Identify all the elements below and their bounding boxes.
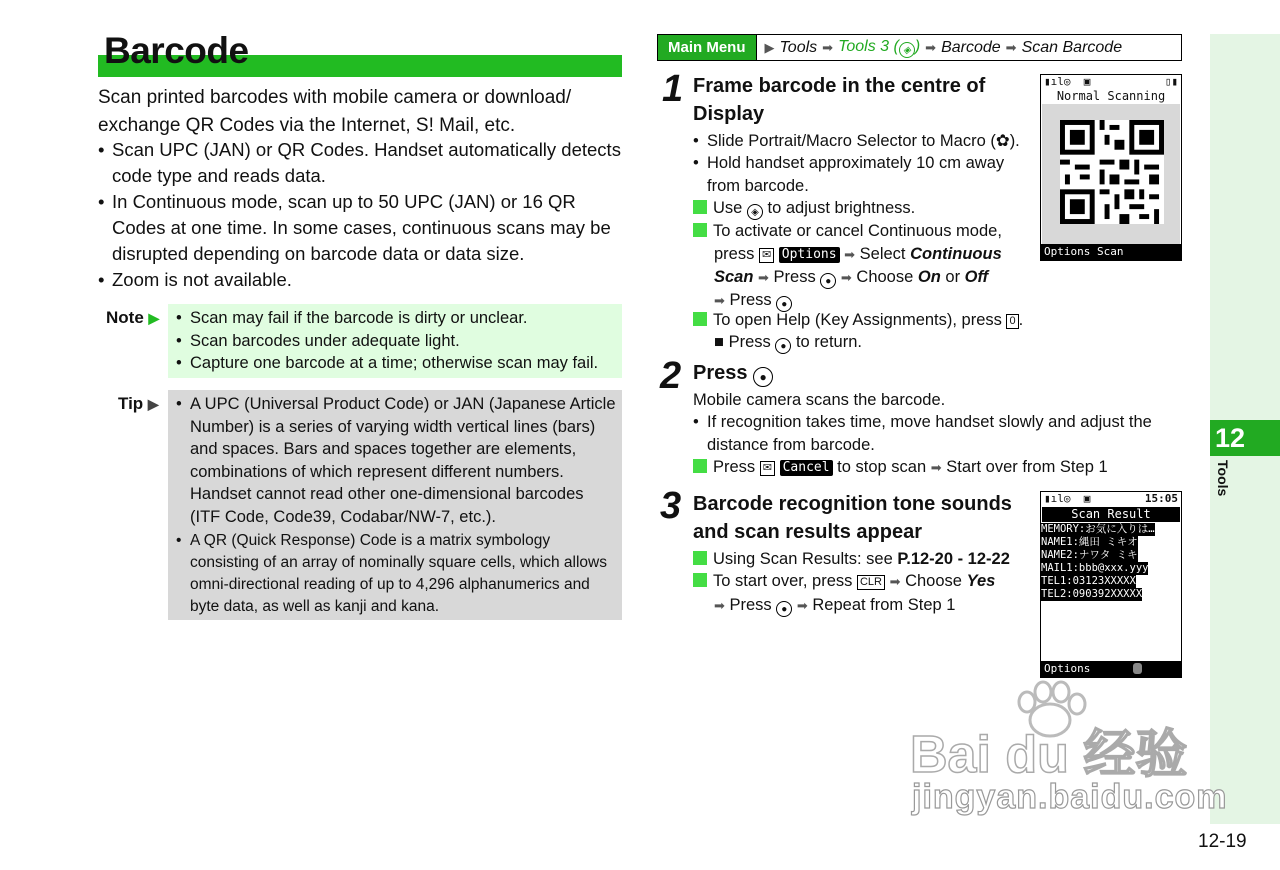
arrow-right-icon: ➡ (1005, 39, 1017, 55)
qr-code-image (1060, 120, 1164, 224)
note-label: Note ▶ (106, 308, 160, 327)
bullet-item: • In Continuous mode, scan up to 50 UPC (JAN) or 16 QR Codes at one time. In some cases, continuous scans may be disrupted depending on barcode data or data size. (98, 189, 628, 267)
breadcrumb-tools3: Tools 3 ( ◈ ) (838, 37, 921, 56)
softkey-bar: Options Scan (1041, 244, 1181, 260)
mail-key-icon: ✉ (759, 248, 774, 263)
watermark-url: jingyan.baidu.com (912, 778, 1228, 816)
center-key-icon: ● (820, 273, 836, 289)
breadcrumb-barcode: Barcode (941, 38, 1001, 56)
breadcrumb (657, 34, 1182, 61)
hint-start-over-cont: ➡ Press ● ➡ Repeat from Step 1 (714, 595, 956, 615)
breadcrumb-tools: Tools (779, 38, 818, 56)
camera-viewfinder (1042, 104, 1180, 244)
note-item: • Capture one barcode at a time; otherwise scan may fail. (176, 352, 620, 375)
step-number: 3 (660, 485, 682, 527)
center-key-icon: ● (776, 601, 792, 617)
green-square-icon (693, 573, 707, 587)
hint-scan-results: Using Scan Results: see P.12-20 - 12-22 (693, 548, 1038, 570)
cancel-key: Cancel (780, 460, 833, 476)
triangle-right-icon: ▶ (148, 310, 160, 326)
note-item: • Scan barcodes under adequate light. (176, 330, 620, 353)
breadcrumb-scan-barcode: Scan Barcode (1021, 38, 1123, 56)
tip-list (176, 393, 616, 618)
arrow-right-icon: ➡ (840, 270, 852, 286)
hint-start-over: To start over, press CLR ➡ Choose Yes (693, 570, 1038, 593)
phone-screen-scan-result (1040, 491, 1182, 678)
step-title: Frame barcode in the centre of Display (693, 75, 986, 125)
tip-label: Tip ▶ (118, 394, 159, 413)
zero-key: 0 (1006, 314, 1018, 329)
result-line: NAME1:縄田 ミキオ (1041, 536, 1138, 548)
result-line: MEMORY:お気に入りは… (1041, 523, 1155, 535)
feature-bullets (98, 137, 628, 293)
step1-bullets (693, 130, 1038, 197)
bullet-item: • Slide Portrait/Macro Selector to Macro (✿). (693, 130, 1038, 152)
step-title: Barcode recognition tone sounds and scan results appear (693, 493, 1012, 543)
arrow-right-icon: ➡ (925, 39, 937, 55)
result-line: MAIL1:bbb@xxx.yyy (1041, 562, 1149, 574)
tip-item: • A UPC (Universal Product Code) or JAN (Japanese Article Number) is a series of varying width vertical lines (bars) and spaces. Bars and spaces together are elements, combinations of which represent different numbers. Handset cannot read other one-dimensional barcodes (ITF Code, Code39, Codabar/NW-7, etc.). (176, 393, 616, 529)
status-bar: ▮ıl◎ ▣ 15:05 (1041, 492, 1181, 506)
watermark-logo: Bai du 经验 (910, 726, 1188, 784)
triangle-right-icon: ▶ (764, 39, 775, 55)
chapter-number-tab: 12 (1210, 420, 1280, 456)
arrow-right-icon: ➡ (714, 293, 725, 309)
result-line: TEL1:03123XXXXX (1041, 575, 1136, 587)
nav-key-icon: ◈ (899, 42, 915, 58)
arrow-right-icon: ➡ (930, 460, 942, 476)
note-list (176, 307, 620, 375)
page-title: Barcode (104, 30, 249, 71)
tip-item: • A QR (Quick Response) Code is a matrix symbology consisting of an array of nominally square cells, which allows omni-directional reading of up to 4,296 alphanumerics and byte data, as well as kanji and kana. (176, 530, 616, 618)
step-number: 2 (660, 355, 682, 397)
hint-continuous-cont: press ✉ Options ➡ Select Continuous Scan ➡ Press ● ➡ Choose On or Off (714, 244, 1002, 288)
hint-continuous-end: ➡ Press ● (693, 289, 1038, 312)
arrow-right-icon: ➡ (758, 270, 769, 286)
menu-icon (1133, 663, 1142, 674)
step3-body (693, 548, 1038, 617)
screen-title: Normal Scanning (1056, 89, 1166, 103)
note-item: • Scan may fail if the barcode is dirty or unclear. (176, 307, 620, 330)
clear-back-key-icon: CLR (857, 575, 885, 590)
hint-return: ■ Press ● to return. (714, 333, 862, 353)
arrow-right-icon: ➡ (714, 597, 725, 613)
step2-body (693, 389, 1183, 480)
arrow-right-icon: ➡ (844, 246, 856, 262)
step1-help (693, 309, 1113, 354)
step-number: 1 (662, 68, 684, 110)
step2-bullets (693, 411, 1183, 456)
intro-paragraph: Scan printed barcodes with mobile camera or download/ exchange QR Codes via the Internet, S! Mail, etc. (98, 87, 572, 136)
breadcrumb-main-menu: Main Menu (658, 35, 757, 60)
triangle-right-icon: ▶ (147, 396, 159, 412)
scan-result-list (1041, 523, 1181, 601)
nav-key-icon: ◈ (747, 204, 763, 220)
phone-screen-normal-scanning (1040, 74, 1182, 261)
arrow-right-icon: ➡ (822, 39, 834, 55)
status-bar: ▮ıl◎ ▣ ▯▮ (1041, 75, 1181, 89)
green-square-icon (693, 200, 707, 214)
screen-title: Scan Result (1042, 507, 1180, 522)
hint-brightness: Use ◈ to adjust brightness. (693, 197, 1038, 220)
bullet-item: • Hold handset approximately 10 cm away from barcode. (693, 152, 1038, 197)
hint-cancel: Press ✉ Cancel to stop scan ➡ Start over from Step 1 (693, 456, 1183, 479)
result-line: NAME2:ナワタ ミキ (1041, 549, 1138, 561)
step-title: Press ● (693, 359, 773, 387)
chapter-name: Tools (1215, 460, 1231, 497)
bullet-item: • If recognition takes time, move handset slowly and adjust the distance from barcode. (693, 411, 1183, 456)
softkey-icon: ✉ (760, 461, 775, 476)
page-number: 12-19 (1198, 831, 1247, 852)
step1-body (693, 130, 1038, 313)
green-square-icon (693, 459, 707, 473)
center-key-icon: ● (776, 296, 792, 312)
hint-continuous: To activate or cancel Continuous mode, (693, 220, 1038, 242)
options-key: Options (779, 247, 840, 263)
result-line: TEL2:090392XXXXX (1041, 588, 1143, 600)
center-key-icon: ● (753, 367, 773, 387)
green-square-icon (693, 223, 707, 237)
green-square-icon (693, 551, 707, 565)
breadcrumb-path (757, 38, 1123, 58)
bullet-item: • Zoom is not available. (98, 267, 628, 293)
green-square-icon (693, 312, 707, 326)
softkey-bar: Options (1041, 661, 1181, 677)
bullet-item: • Scan UPC (JAN) or QR Codes. Handset automatically detects code type and reads data. (98, 137, 628, 189)
arrow-right-icon: ➡ (796, 597, 808, 613)
flower-macro-icon: ✿ (995, 132, 1010, 150)
hint-help: To open Help (Key Assignments), press 0 . (693, 309, 1113, 331)
arrow-right-icon: ➡ (889, 574, 901, 590)
square-bullet-icon: ■ (714, 333, 724, 352)
center-key-icon: ● (775, 338, 791, 354)
step2-text: Mobile camera scans the barcode. (693, 391, 946, 409)
